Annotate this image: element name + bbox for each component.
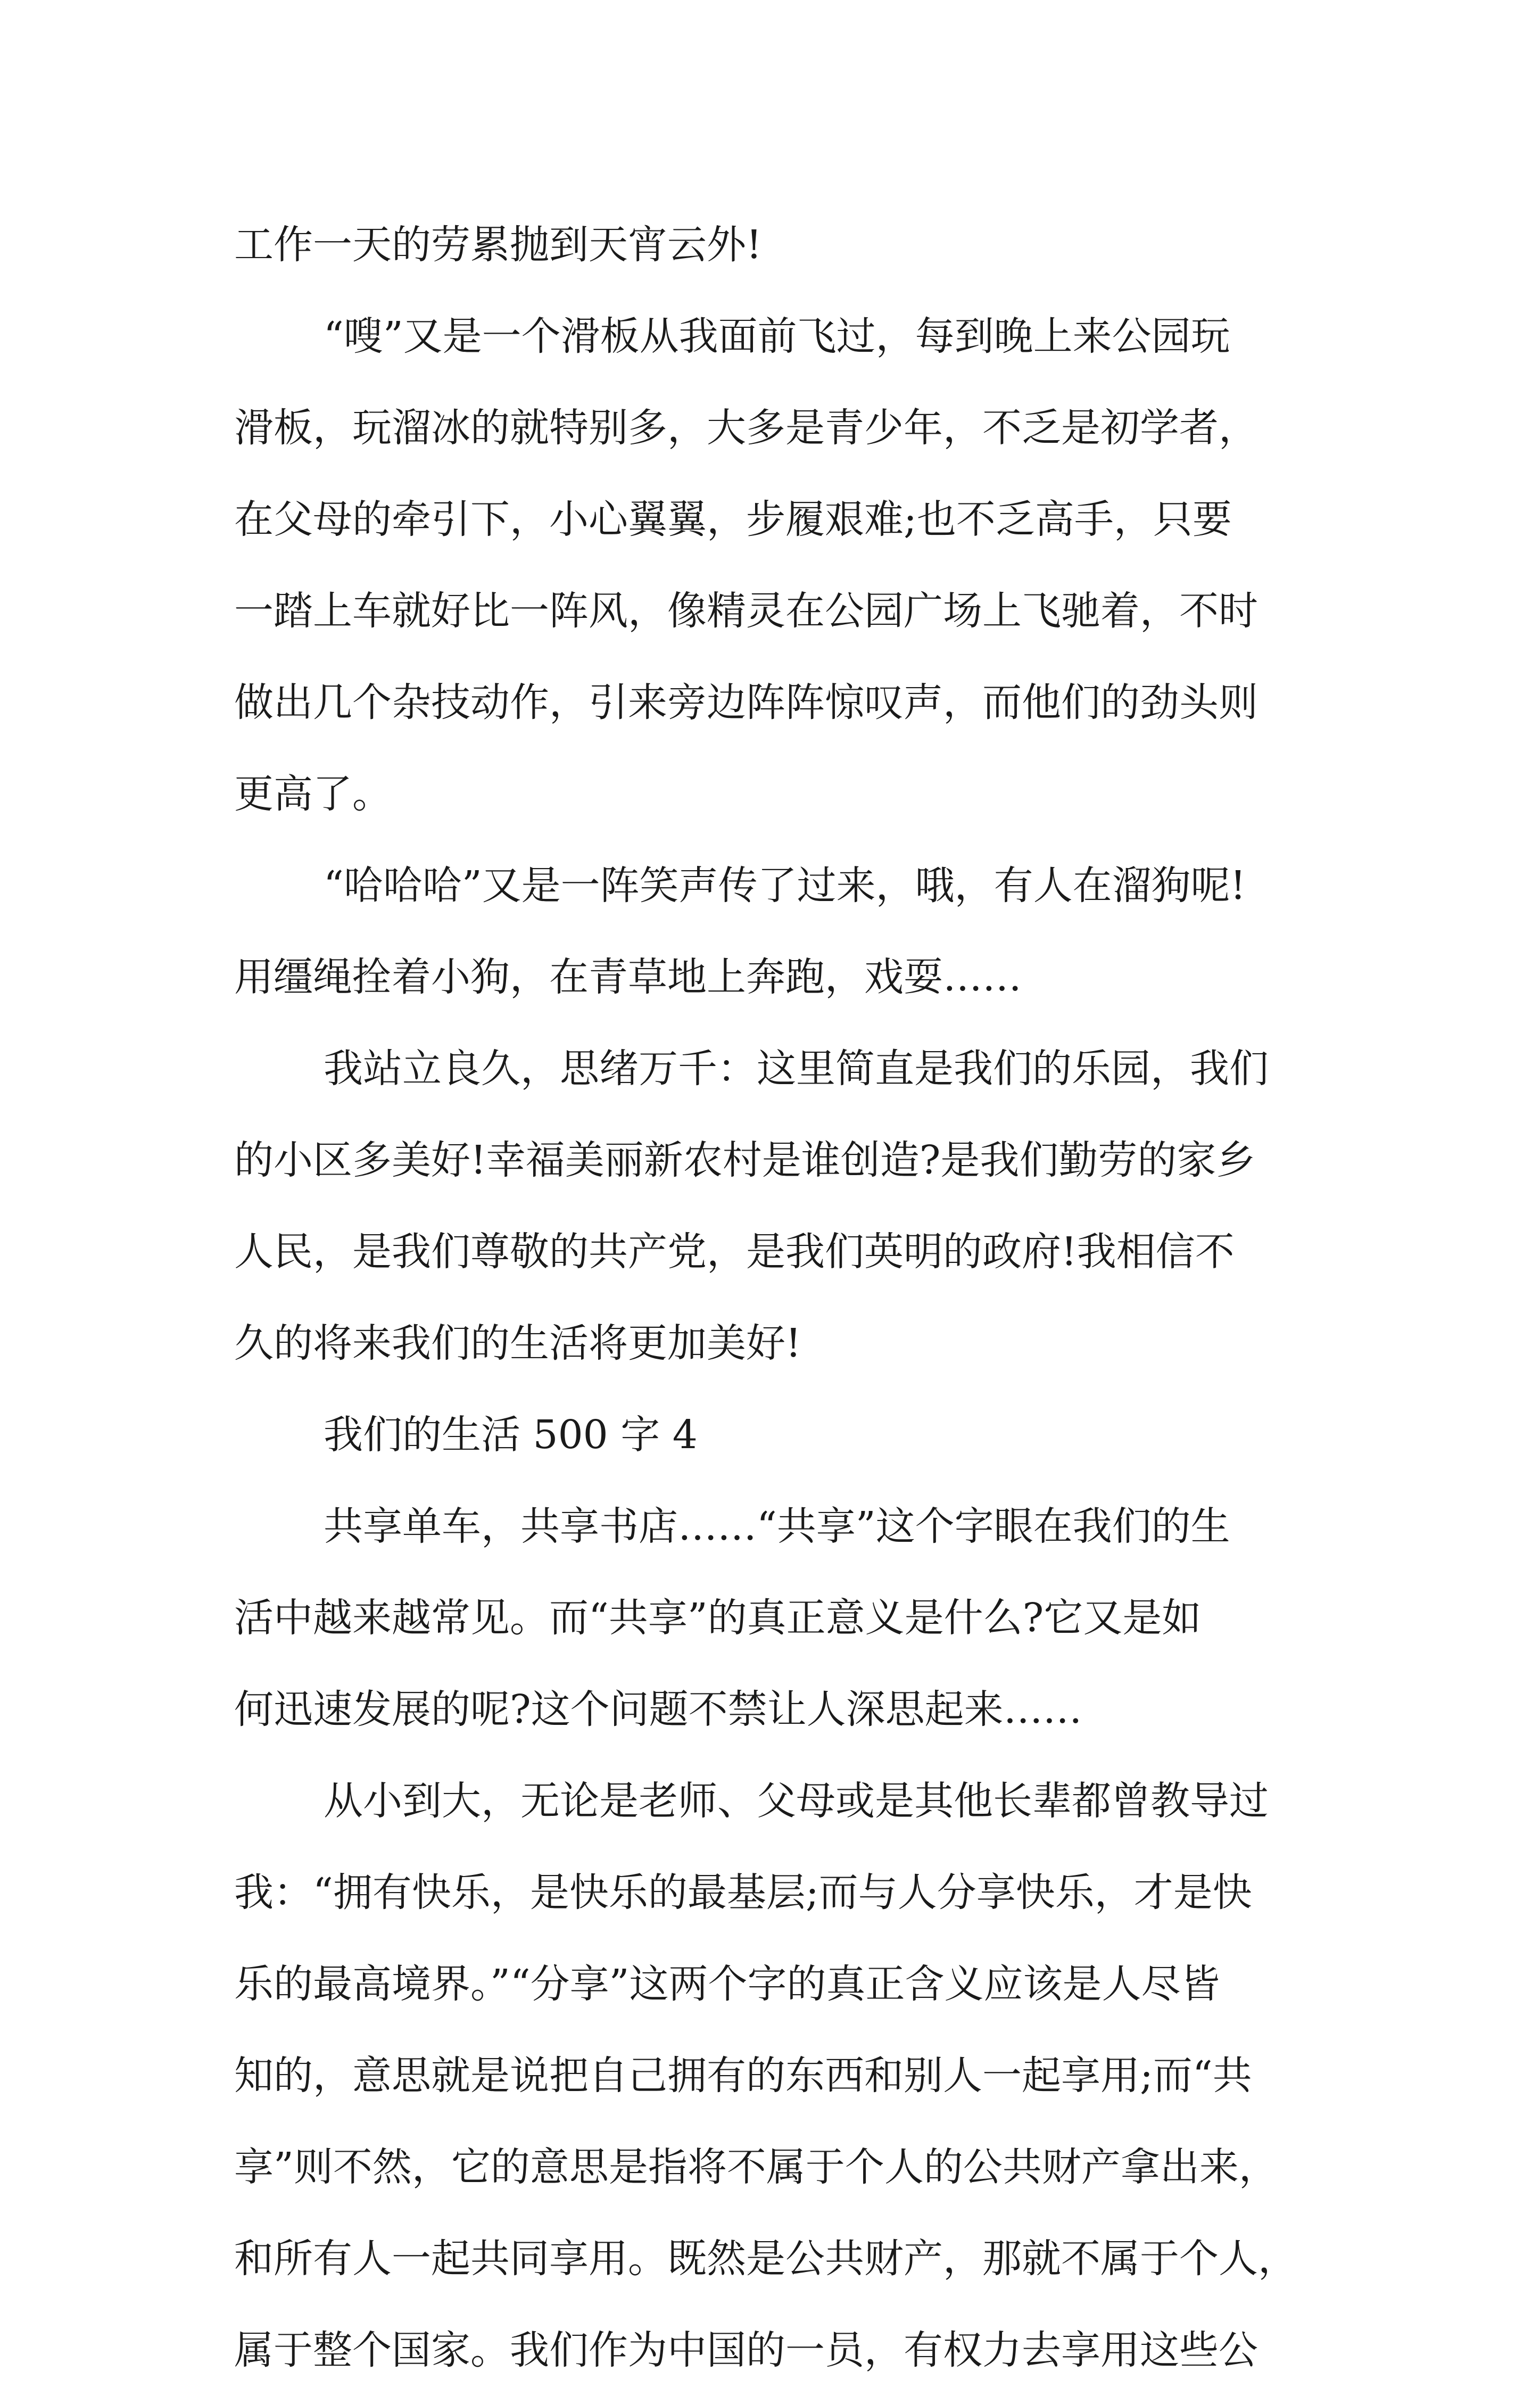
text-line: 我：“拥有快乐，是快乐的最基层;而与人分享快乐，才是快 — [234, 1870, 1252, 1915]
text-line: 人民，是我们尊敬的共产党，是我们英明的政府!我相信不 — [234, 1229, 1235, 1275]
text-line: 用缰绳拴着小狗，在青草地上奔跑，戏耍…… — [234, 954, 1022, 1000]
text-line: 一踏上车就好比一阵风，像精灵在公园广场上飞驰着，不时 — [234, 588, 1258, 634]
paragraph-start-line: 从小到大，无论是老师、父母或是其他长辈都曾教导过 — [324, 1778, 1269, 1824]
text-line: 久的将来我们的生活将更加美好! — [234, 1320, 801, 1366]
text-line: 何迅速发展的呢?这个问题不禁让人深思起来…… — [234, 1687, 1082, 1732]
paragraph-start-line: 共享单车，共享书店……“共享”这个字眼在我们的生 — [324, 1503, 1230, 1549]
paragraph-start-line: “嗖”又是一个滑板从我面前飞过，每到晚上来公园玩 — [324, 313, 1230, 359]
text-line: 属于整个国家。我们作为中国的一员，有权力去享用这些公 — [234, 2327, 1258, 2373]
text-line: 的小区多美好!幸福美丽新农村是谁创造?是我们勤劳的家乡 — [234, 1137, 1256, 1183]
text-line: 乐的最高境界。”“分享”这两个字的真正含义应该是人尽皆 — [234, 1961, 1220, 2007]
text-line: 工作一天的劳累抛到天宵云外! — [234, 222, 762, 268]
section-heading: 我们的生活 500 字 4 — [324, 1412, 698, 1458]
text-line: 在父母的牵引下，小心翼翼，步履艰难;也不乏高手，只要 — [234, 497, 1232, 542]
text-line: 更高了。 — [234, 771, 392, 817]
text-line: 和所有人一起共同享用。既然是公共财产，那就不属于个人， — [234, 2236, 1297, 2282]
paragraph-start-line: 我站立良久，思绪万千：这里简直是我们的乐园，我们 — [324, 1046, 1269, 1092]
text-line: 做出几个杂技动作，引来旁边阵阵惊叹声，而他们的劲头则 — [234, 680, 1258, 725]
text-line: 活中越来越常见。而“共享”的真正意义是什么?它又是如 — [234, 1595, 1202, 1641]
paragraph-start-line: “哈哈哈”又是一阵笑声传了过来，哦，有人在溜狗呢! — [324, 863, 1246, 908]
text-line: 享”则不然，它的意思是指将不属于个人的公共财产拿出来， — [234, 2144, 1278, 2190]
document-body — [234, 199, 1320, 2396]
text-line: 知的，意思就是说把自己拥有的东西和别人一起享用;而“共 — [234, 2053, 1252, 2098]
text-line: 滑板，玩溜冰的就特别多，大多是青少年，不乏是初学者， — [234, 405, 1258, 451]
